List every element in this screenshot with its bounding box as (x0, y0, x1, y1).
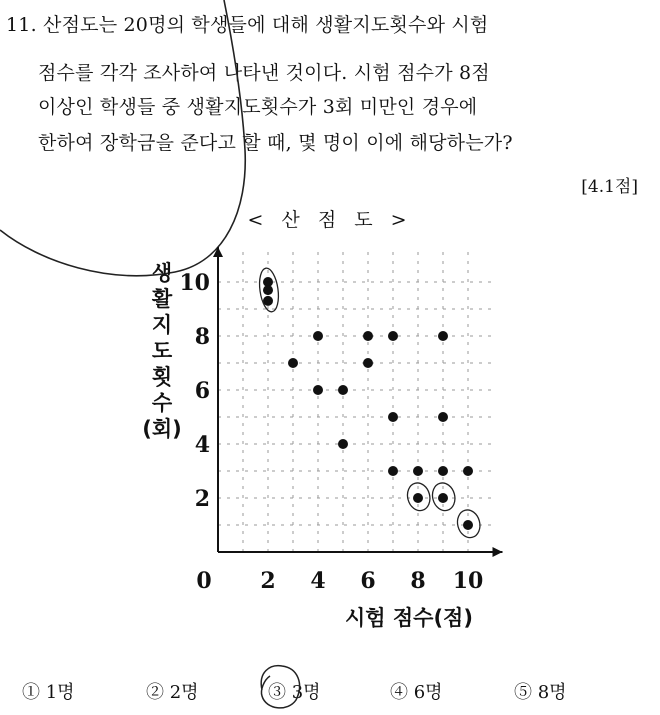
y-axis-label-char: 횟 (151, 365, 173, 389)
choice-1[interactable] (22, 678, 75, 704)
y-tick-label: 10 (179, 270, 210, 296)
y-axis-label-char: 도 (151, 339, 173, 363)
data-point (263, 285, 273, 295)
choice-3[interactable] (268, 678, 321, 704)
choice-mark: ③ (268, 682, 286, 703)
data-point (413, 466, 423, 476)
data-point (363, 331, 373, 341)
question-line-2: 점수를 각각 조사하여 나타낸 것이다. 시험 점수가 8점 (38, 62, 490, 84)
question-line-3: 이상인 학생들 중 생활지도횟수가 3회 미만인 경우에 (38, 96, 478, 118)
data-point (413, 493, 423, 503)
choice-mark: ④ (390, 682, 408, 703)
data-point (338, 385, 348, 395)
data-point (438, 493, 448, 503)
data-point (338, 439, 348, 449)
data-point (463, 466, 473, 476)
x-tick-label: 4 (310, 568, 326, 594)
x-tick-label: 2 (260, 568, 276, 594)
choice-5[interactable] (514, 678, 567, 704)
y-axis-label-char: 활 (151, 287, 173, 311)
y-tick-label: 8 (194, 324, 210, 350)
choice-4[interactable] (390, 678, 443, 704)
data-point (438, 466, 448, 476)
choice-text: 8명 (537, 682, 567, 703)
question-line-4: 한하여 장학금을 준다고 할 때, 몇 명이 이에 해당하는가? (38, 132, 513, 154)
choice-text: 6명 (413, 682, 443, 703)
choice-mark: ① (22, 682, 40, 703)
choice-text: 3명 (291, 682, 321, 703)
choice-mark: ② (146, 682, 164, 703)
choice-mark: ⑤ (514, 682, 532, 703)
x-axis-arrow (493, 547, 503, 557)
x-axis-label: 시험 점수(점) (345, 606, 473, 630)
points-label: [4.1점] (581, 177, 638, 197)
x-tick-label: 6 (360, 568, 376, 594)
data-point (463, 520, 473, 530)
y-axis-label-char: 생 (151, 261, 173, 285)
y-tick-label: 4 (194, 432, 210, 458)
x-tick-label: 0 (196, 568, 212, 594)
y-axis-label-char: 수 (151, 391, 173, 415)
y-axis-arrow (213, 247, 223, 257)
data-point (363, 358, 373, 368)
data-point (388, 331, 398, 341)
data-point (388, 412, 398, 422)
data-point (288, 358, 298, 368)
data-point (313, 331, 323, 341)
y-tick-label: 2 (194, 486, 210, 512)
choice-2[interactable] (146, 678, 199, 704)
x-tick-label: 10 (452, 568, 484, 594)
data-point (313, 385, 323, 395)
y-axis-label-char: (회) (142, 417, 182, 441)
chart-title: < 산 점 도 > (247, 209, 413, 231)
x-tick-label: 8 (410, 568, 426, 594)
y-axis-label-char: 지 (151, 313, 173, 337)
y-tick-label: 6 (194, 378, 210, 404)
question-line-1: 11. 산점도는 20명의 학생들에 대해 생활지도횟수와 시험 (6, 14, 489, 36)
data-point (438, 331, 448, 341)
choice-text: 2명 (169, 682, 199, 703)
data-point (438, 412, 448, 422)
data-point (388, 466, 398, 476)
choice-text: 1명 (45, 682, 75, 703)
